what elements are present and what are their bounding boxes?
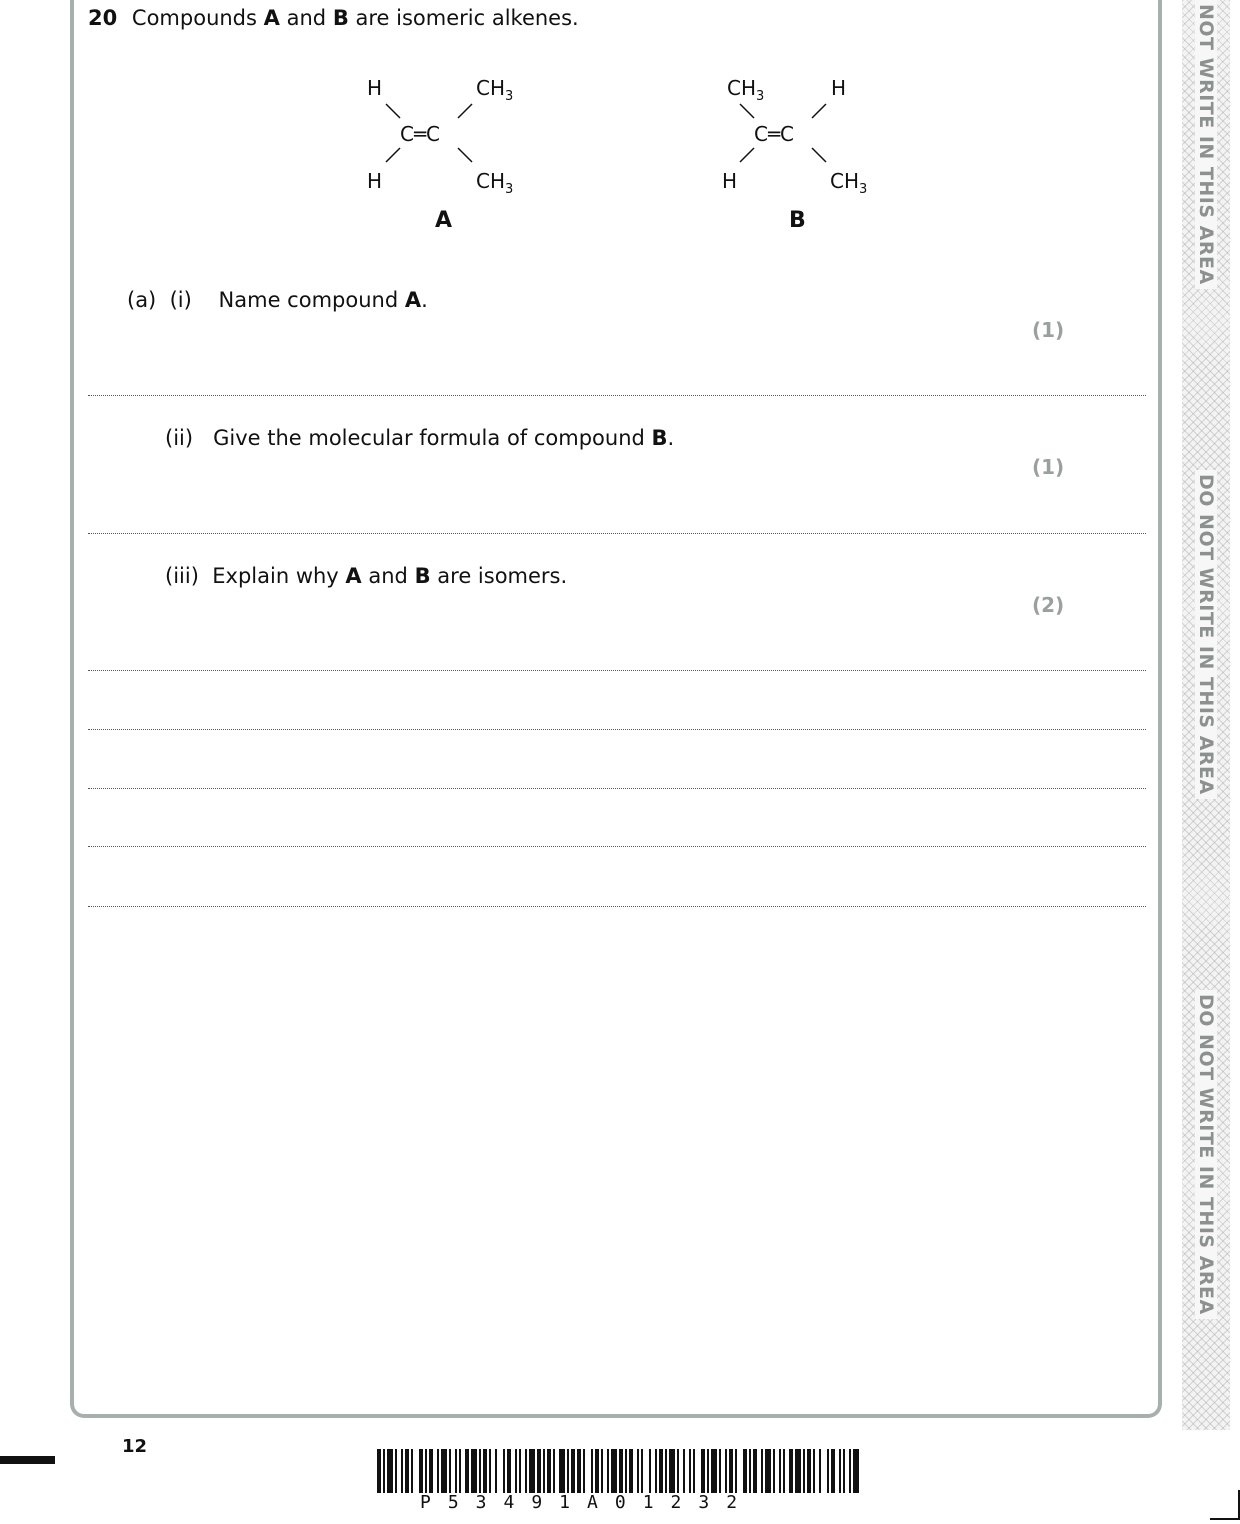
b-double-bond: C═C [754, 122, 794, 146]
barcode-bar [789, 1449, 793, 1493]
barcode-bar [483, 1449, 487, 1493]
b-label: B [789, 208, 806, 233]
barcode-bar [595, 1449, 599, 1493]
a-top-left: H [367, 76, 383, 100]
barcode-bar [669, 1449, 675, 1493]
part-a-iii-prefix: (iii) [165, 564, 206, 588]
answer-line[interactable] [88, 395, 1146, 396]
barcode-bar [719, 1449, 721, 1493]
barcode-bar [425, 1449, 427, 1493]
barcode-text: P53491A01232 [420, 1492, 755, 1513]
a-top-right: $CH_3$ [476, 76, 514, 104]
barcode-bar [659, 1449, 663, 1493]
barcode-bar [503, 1449, 505, 1493]
barcode-bar [677, 1449, 679, 1493]
barcode-bar [519, 1449, 521, 1493]
side-warning-1: NOT WRITE IN THIS AREA [1195, 0, 1217, 289]
part-a-iii-end: are isomers. [437, 564, 568, 588]
barcode-bar [619, 1449, 623, 1493]
part-a-i-end: . [421, 288, 428, 312]
barcode-bar [479, 1449, 481, 1493]
answer-line[interactable] [88, 729, 1146, 730]
barcode-bar [807, 1449, 811, 1493]
a-label: A [435, 208, 453, 233]
barcode-bar [655, 1449, 657, 1493]
part-a-ii [165, 426, 674, 450]
marks-a-iii: (2) [1032, 593, 1065, 617]
barcode-bar [813, 1449, 815, 1493]
part-a-iii [165, 564, 567, 588]
part-a-iii-bold-b: B [414, 564, 431, 588]
stem-text: Compounds [131, 6, 257, 30]
part-a-i-prefix: (a) (i) [127, 288, 212, 312]
barcode-bar [405, 1449, 409, 1493]
barcode-bar [779, 1449, 781, 1493]
barcode-bar [465, 1449, 469, 1493]
barcode-bar [395, 1449, 397, 1493]
barcode-bar [773, 1449, 775, 1493]
barcode-bar [449, 1449, 451, 1493]
barcode-bar [641, 1449, 643, 1493]
barcode-bar [629, 1449, 633, 1493]
barcode-bar [553, 1449, 555, 1493]
part-a-ii-prefix: (ii) [165, 426, 207, 450]
barcode-bar [665, 1449, 667, 1493]
barcode-bar [489, 1449, 491, 1493]
barcode-bar [401, 1449, 403, 1493]
barcode-bar [611, 1449, 617, 1493]
barcode-bar [819, 1449, 821, 1493]
answer-line[interactable] [88, 533, 1146, 534]
barcode-bar [683, 1449, 685, 1493]
barcode-bar [783, 1449, 785, 1493]
barcode-bar [455, 1449, 457, 1493]
barcode-bar [729, 1449, 733, 1493]
b-bottom-right: $CH_3$ [830, 169, 868, 197]
answer-line[interactable] [88, 846, 1146, 847]
barcode-bar [795, 1449, 801, 1493]
barcode-bar [693, 1449, 695, 1493]
part-a-ii-bold: B [651, 426, 668, 450]
barcode-bar [529, 1449, 535, 1493]
stem-compound-b: B [332, 6, 349, 30]
answer-line[interactable] [88, 670, 1146, 671]
side-warning-3: DO NOT WRITE IN THIS AREA [1195, 990, 1217, 1319]
barcode-bar [411, 1449, 413, 1493]
barcode-bar [607, 1449, 609, 1493]
barcode-bar [701, 1449, 705, 1493]
barcode-bar [537, 1449, 541, 1493]
a-double-bond: C═C [400, 122, 440, 146]
a-bottom-right: $CH_3$ [476, 169, 514, 197]
marks-a-i: (1) [1032, 318, 1065, 342]
barcode-bar [429, 1449, 433, 1493]
barcode-bar [571, 1449, 575, 1493]
stem-text-end: are isomeric alkenes. [355, 6, 579, 30]
side-warning-2: DO NOT WRITE IN THIS AREA [1195, 470, 1217, 799]
barcode-bar [637, 1449, 639, 1493]
barcode-bar [515, 1449, 517, 1493]
stem-compound-a: A [263, 6, 280, 30]
structure-a [360, 74, 560, 234]
barcode-bar [387, 1449, 393, 1493]
part-a-iii-mid: and [368, 564, 408, 588]
barcode-bar [839, 1449, 841, 1493]
barcode-bar [735, 1449, 737, 1493]
barcode-bar [803, 1449, 805, 1493]
barcode-bar [849, 1449, 851, 1493]
barcode-bar [831, 1449, 835, 1493]
barcode-bar [567, 1449, 569, 1493]
barcode-bar [507, 1449, 511, 1493]
barcode-bar [625, 1449, 627, 1493]
barcode-bar [843, 1449, 845, 1493]
part-a-ii-end: . [667, 426, 675, 450]
part-a-i-text: Name compound [218, 288, 399, 312]
barcode-bar [441, 1449, 447, 1493]
stem-and: and [286, 6, 327, 30]
part-a-iii-bold-a: A [345, 564, 362, 588]
barcode-bar [437, 1449, 439, 1493]
barcode-bar [419, 1449, 423, 1493]
part-a-i-bold: A [404, 288, 422, 312]
barcode-bar [525, 1449, 527, 1493]
barcode-bar [707, 1449, 709, 1493]
barcode-bar [577, 1449, 581, 1493]
barcode-bar [689, 1449, 691, 1493]
barcode-bar [547, 1449, 551, 1493]
barcode-bar [543, 1449, 545, 1493]
barcode-bar [471, 1449, 477, 1493]
barcode-bar [827, 1449, 829, 1493]
a-bottom-left: H [367, 169, 383, 193]
barcode-bar [749, 1449, 751, 1493]
barcode-bar [753, 1449, 757, 1493]
crop-mark [1210, 1518, 1240, 1520]
answer-box-frame [70, 0, 1162, 1418]
question-number: 20 [88, 6, 118, 30]
part-a-i [127, 288, 428, 312]
barcode-bar [853, 1449, 859, 1493]
barcode-bar [725, 1449, 727, 1493]
barcode [377, 1449, 861, 1493]
barcode-bar [649, 1449, 651, 1493]
barcode-bar [711, 1449, 717, 1493]
structure-a-bonds [360, 74, 560, 234]
question-stem [88, 6, 579, 30]
barcode-bar [591, 1449, 593, 1493]
barcode-bar [761, 1449, 763, 1493]
marks-a-ii: (1) [1032, 455, 1065, 479]
barcode-bar [383, 1449, 385, 1493]
page-number: 12 [122, 1436, 148, 1457]
barcode-bar [459, 1449, 461, 1493]
b-top-left: $CH_3$ [727, 76, 765, 104]
barcode-bar [495, 1449, 497, 1493]
answer-line[interactable] [88, 906, 1146, 907]
part-a-ii-text: Give the molecular formula of compound [213, 426, 645, 450]
barcode-bar [559, 1449, 565, 1493]
barcode-bar [601, 1449, 603, 1493]
barcode-bar [583, 1449, 585, 1493]
answer-line[interactable] [88, 788, 1146, 789]
b-bottom-left: H [722, 169, 738, 193]
structure-b [714, 74, 914, 234]
part-a-iii-text: Explain why [212, 564, 339, 588]
barcode-bar [765, 1449, 771, 1493]
barcode-bar [377, 1449, 381, 1493]
barcode-bar [743, 1449, 747, 1493]
registration-mark [0, 1456, 55, 1464]
b-top-right: H [831, 76, 847, 100]
